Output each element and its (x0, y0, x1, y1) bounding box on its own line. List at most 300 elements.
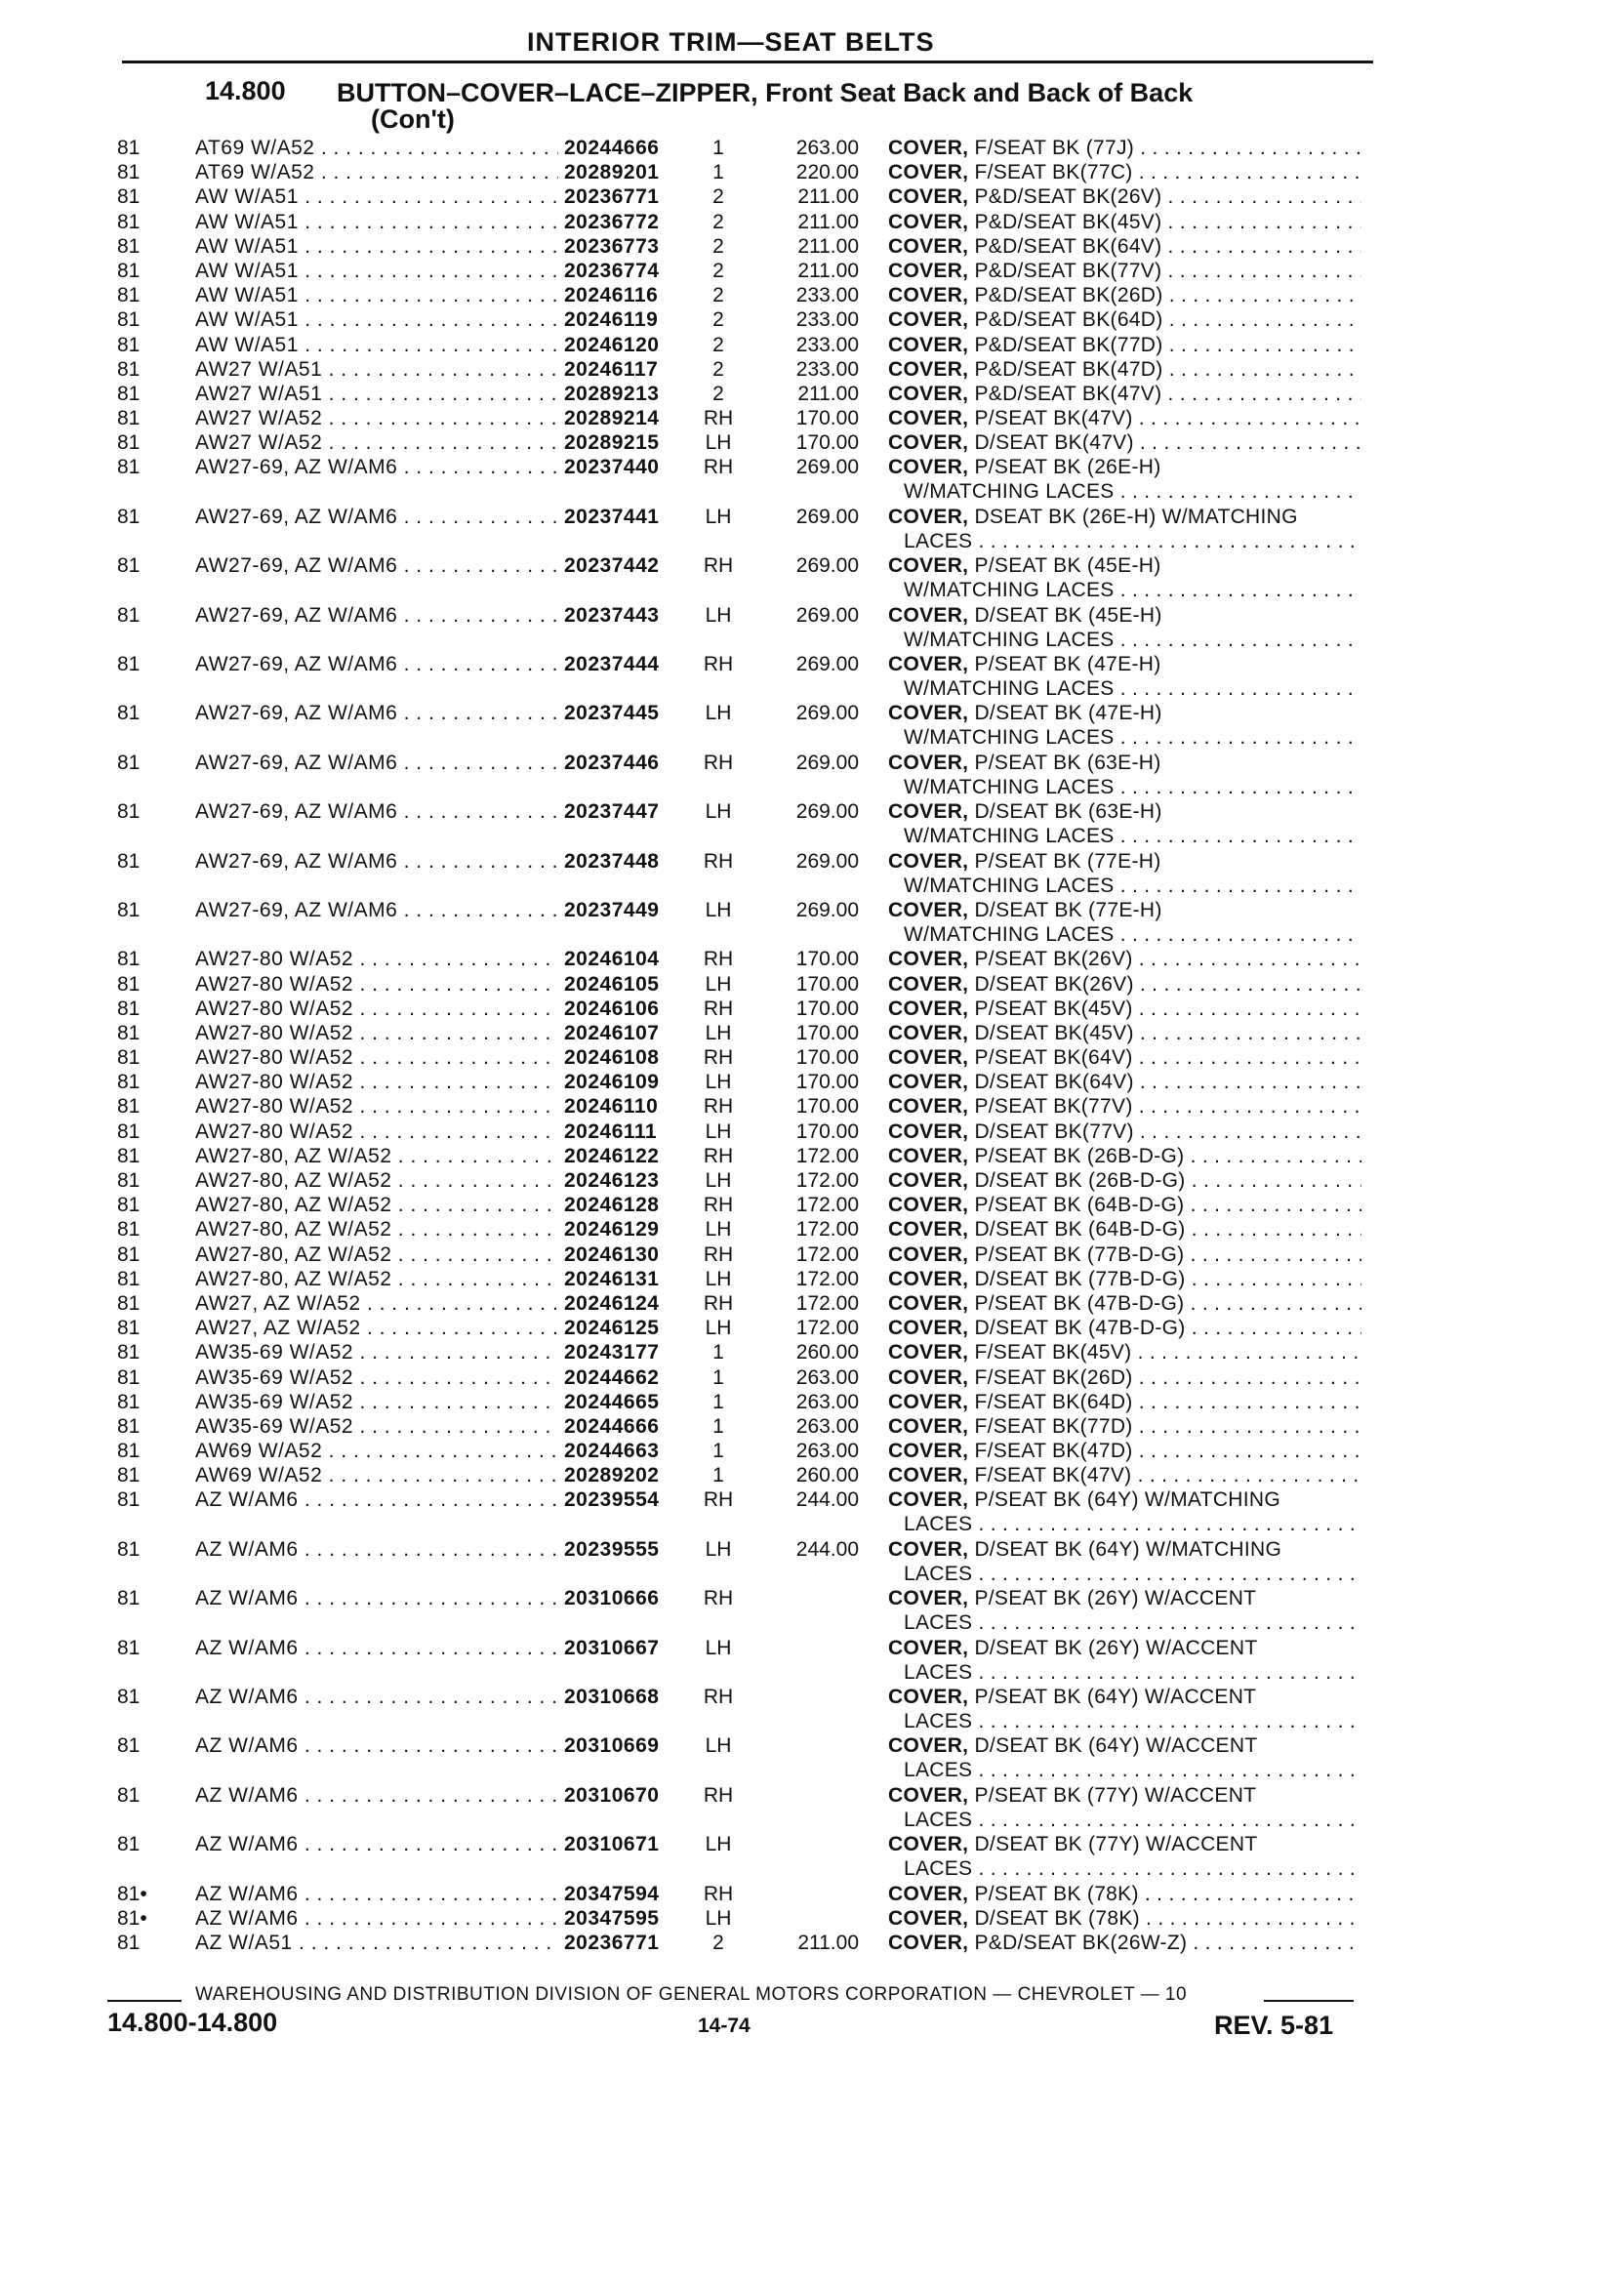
description-line1 (888, 430, 1361, 455)
header-title: INTERIOR TRIM—SEAT BELTS (527, 27, 935, 57)
description-line1 (888, 1316, 1361, 1340)
description-keyword: COVER, (888, 1882, 969, 1905)
model-code: AT69 W/A52 . . . (195, 136, 558, 160)
table-row (0, 184, 1624, 209)
description-line2: W/MATCHING LACES . . . (888, 479, 1361, 504)
table-row (0, 1094, 1624, 1119)
description-keyword: COVER, (888, 1390, 969, 1413)
description (888, 234, 1361, 259)
model-year: 81 (117, 1317, 141, 1340)
description (888, 1340, 1361, 1364)
quantity: 1 (712, 1464, 724, 1487)
description-line1 (888, 1832, 1361, 1856)
description-line1 (888, 1168, 1361, 1193)
table-row (0, 603, 1624, 652)
description-text: P/SEAT BK (47E-H) (974, 653, 1161, 675)
table-row (0, 1832, 1624, 1881)
description-text: P/SEAT BK (45E-H) (974, 554, 1161, 578)
description-keyword: COVER, (888, 1464, 969, 1487)
table-row (0, 997, 1624, 1021)
model-year: 81 (117, 653, 141, 675)
description (888, 553, 1361, 602)
quantity: RH (703, 407, 734, 430)
model-code: AW27-80 W/A52 . . . (195, 947, 558, 971)
model-year: 81 (117, 997, 141, 1020)
description (888, 1094, 1361, 1119)
description-text: P/SEAT BK(77V) (974, 1095, 1133, 1119)
model-code: AW27-80 W/A52 . . . (195, 1094, 558, 1119)
part-number: 20246122 (558, 1144, 659, 1168)
description-keyword: COVER, (888, 1906, 969, 1930)
description (888, 406, 1361, 430)
model-code: AW W/A51 . . . (195, 333, 558, 357)
description-keyword: COVER, (888, 357, 969, 381)
quantity: LH (705, 1169, 732, 1193)
table-row (0, 259, 1624, 283)
model-year: 81 (117, 603, 141, 627)
description-keyword: COVER, (888, 308, 969, 332)
model-year: 81 (117, 1169, 141, 1193)
model-year: 81 (117, 1365, 141, 1389)
footer-rule-left (107, 2000, 182, 2002)
description (888, 1193, 1361, 1217)
model-year: 81 (117, 308, 141, 332)
quantity: LH (705, 1734, 732, 1758)
description-line2: W/MATCHING LACES . . . (888, 628, 1361, 652)
part-number: 20246119 (558, 307, 658, 332)
description-text: D/SEAT BK(64V) (974, 1071, 1134, 1094)
quantity: RH (703, 1194, 734, 1217)
quantity: RH (703, 1095, 734, 1119)
description (888, 1045, 1361, 1070)
table-row (0, 505, 1624, 553)
model-code: AW27-80 W/A52 . . . (195, 1021, 558, 1045)
description-text: D/SEAT BK (47B-D-G) (974, 1317, 1186, 1340)
quantity: 2 (712, 210, 724, 233)
description-text: P/SEAT BK (77Y) W/ACCENT (974, 1783, 1257, 1807)
header-rule (122, 61, 1373, 63)
quantity: LH (705, 1071, 732, 1094)
description-line1 (888, 259, 1361, 283)
description-text: D/SEAT BK (47E-H) (974, 702, 1162, 725)
part-number: 20246120 (558, 333, 659, 357)
table-row (0, 1733, 1624, 1782)
price: 170.00 (795, 948, 859, 971)
description-keyword: COVER, (888, 997, 969, 1020)
model-code: AW W/A51 . . . (195, 210, 558, 234)
quantity: 1 (712, 1341, 724, 1364)
quantity: RH (703, 849, 734, 873)
quantity: RH (703, 456, 734, 479)
description-line1 (888, 333, 1361, 357)
model-year: 81 (117, 456, 141, 479)
footer-page-number: 14-74 (698, 2015, 751, 2037)
description-keyword: COVER, (888, 1144, 969, 1167)
model-code: AW27 W/A52 . . . (195, 430, 558, 455)
part-number: 20244666 (558, 1414, 659, 1439)
part-number: 20289202 (558, 1463, 659, 1487)
description-line1 (888, 751, 1361, 775)
description (888, 160, 1361, 184)
description-text: P&D/SEAT BK(26W-Z) (974, 1931, 1188, 1954)
description-keyword: COVER, (888, 259, 969, 282)
part-number: 20237448 (558, 849, 659, 874)
model-year: 81 (117, 972, 141, 996)
model-code: AW27-80, AZ W/A52 . . . (195, 1144, 558, 1168)
quantity: RH (703, 1291, 734, 1315)
model-year: 81 (117, 505, 141, 528)
description-text: P&D/SEAT BK(64D) (974, 308, 1163, 332)
description-text: D/SEAT BK (64Y) W/ACCENT (974, 1734, 1258, 1758)
description-keyword: COVER, (888, 603, 969, 627)
quantity: 2 (712, 259, 724, 282)
model-code: AW35-69 W/A52 . . . (195, 1414, 558, 1439)
description-line1 (888, 701, 1361, 725)
part-number: 20289215 (558, 430, 659, 455)
description-line1 (888, 1487, 1361, 1512)
description (888, 357, 1361, 382)
model-code: AW27-69, AZ W/AM6 . . . (195, 898, 558, 922)
table-row (0, 1267, 1624, 1291)
quantity: RH (703, 1144, 734, 1167)
description-line1 (888, 947, 1361, 971)
description-keyword: COVER, (888, 1636, 969, 1659)
price: 172.00 (795, 1291, 859, 1315)
quantity: 1 (712, 161, 724, 184)
table-row (0, 430, 1624, 455)
description-text: D/SEAT BK(26V) (974, 972, 1134, 996)
description-keyword: COVER, (888, 431, 969, 455)
price: 170.00 (795, 997, 859, 1020)
description-line1 (888, 1193, 1361, 1217)
description-line1 (888, 406, 1361, 430)
quantity: RH (703, 997, 734, 1020)
table-row (0, 234, 1624, 259)
quantity: 1 (712, 1440, 724, 1463)
description-text: P/SEAT BK(64V) (974, 1046, 1133, 1070)
description (888, 1365, 1361, 1390)
table-row (0, 333, 1624, 357)
model-year: 81 (117, 702, 141, 725)
description-keyword: COVER, (888, 1194, 969, 1217)
model-year: 81 (117, 357, 141, 381)
description-keyword: COVER, (888, 284, 969, 307)
section-title-continued: (Con't) (371, 104, 455, 134)
description-keyword: COVER, (888, 1931, 969, 1954)
description (888, 997, 1361, 1021)
description (888, 307, 1361, 332)
description-keyword: COVER, (888, 554, 969, 578)
section-title: BUTTON–COVER–LACE–ZIPPER, Front Seat Back and Back of Back (337, 78, 1194, 107)
description-line1 (888, 652, 1361, 676)
quantity: 2 (712, 382, 724, 405)
description-line1 (888, 234, 1361, 259)
description (888, 259, 1361, 283)
model-year: 81 (117, 431, 141, 455)
quantity: RH (703, 1587, 734, 1610)
description-keyword: COVER, (888, 1218, 969, 1242)
table-row (0, 1487, 1624, 1536)
part-number: 20246129 (558, 1217, 659, 1242)
description (888, 898, 1361, 947)
price: 269.00 (795, 456, 859, 479)
parts-list (0, 136, 1624, 1955)
price: 263.00 (795, 137, 859, 159)
price: 170.00 (795, 1021, 859, 1044)
description-keyword: COVER, (888, 972, 969, 996)
quantity: RH (703, 1783, 734, 1807)
description-text: F/SEAT BK(47V) (974, 1464, 1132, 1487)
model-code: AW35-69 W/A52 . . . (195, 1390, 558, 1414)
description-keyword: COVER, (888, 1365, 969, 1389)
description-keyword: COVER, (888, 1414, 969, 1438)
description-text: D/SEAT BK(77V) (974, 1120, 1134, 1143)
description-line1 (888, 603, 1361, 628)
description (888, 1120, 1361, 1144)
model-year: 81 (117, 554, 141, 578)
description-line1 (888, 1906, 1361, 1931)
description (888, 1439, 1361, 1463)
table-row (0, 1120, 1624, 1144)
description-line1 (888, 1267, 1361, 1291)
description-keyword: COVER, (888, 1046, 969, 1070)
price: 170.00 (795, 1071, 859, 1094)
description-line2: LACES . . . (888, 1512, 1361, 1536)
description (888, 430, 1361, 455)
description-line1 (888, 799, 1361, 824)
description-text: P/SEAT BK(47V) (974, 407, 1133, 430)
description (888, 382, 1361, 406)
description-keyword: COVER, (888, 505, 969, 528)
quantity: LH (705, 800, 732, 824)
description-text: P&D/SEAT BK(47D) (974, 357, 1163, 381)
model-year: 81 (117, 1931, 141, 1954)
description-line1 (888, 1070, 1361, 1094)
model-year: 81 (117, 849, 141, 873)
description (888, 947, 1361, 971)
price: 211.00 (797, 210, 859, 233)
model-year: 81 (117, 1464, 141, 1487)
table-row (0, 849, 1624, 898)
part-number: 20246110 (558, 1094, 658, 1119)
description-text: D/SEAT BK (26Y) W/ACCENT (974, 1636, 1258, 1659)
description-line1 (888, 382, 1361, 406)
model-code: AT69 W/A52 . . . (195, 160, 558, 184)
description-text: P/SEAT BK (77E-H) (974, 849, 1161, 873)
price: 211.00 (797, 185, 859, 209)
model-year: 81 (117, 1267, 141, 1290)
table-row (0, 1439, 1624, 1463)
description (888, 972, 1361, 997)
description (888, 701, 1361, 750)
part-number: 20246123 (558, 1168, 659, 1193)
model-year: 81 (117, 1537, 141, 1561)
description-line2: LACES . . . (888, 1709, 1361, 1733)
description-line1 (888, 1414, 1361, 1439)
description-text: D/SEAT BK (63E-H) (974, 800, 1162, 824)
description-keyword: COVER, (888, 948, 969, 971)
description-text: P/SEAT BK (26B-D-G) (974, 1144, 1185, 1167)
description (888, 1021, 1361, 1045)
model-year: 81 (117, 1587, 141, 1610)
quantity: LH (705, 431, 732, 455)
description-text: P&D/SEAT BK(77V) (974, 259, 1162, 282)
description-line1 (888, 210, 1361, 234)
description-keyword: COVER, (888, 1071, 969, 1094)
description (888, 1832, 1361, 1881)
part-number: 20236773 (558, 234, 659, 259)
model-code: AW27-80, AZ W/A52 . . . (195, 1193, 558, 1217)
model-code: AW35-69 W/A52 . . . (195, 1340, 558, 1364)
price: 233.00 (795, 308, 859, 332)
price: 233.00 (795, 333, 859, 356)
description (888, 1906, 1361, 1931)
table-row (0, 283, 1624, 307)
price: 263.00 (795, 1365, 859, 1389)
model-code: AZ W/A51 . . . (195, 1931, 558, 1955)
part-number: 20310668 (558, 1685, 659, 1709)
description-line1 (888, 1045, 1361, 1070)
price: 233.00 (795, 284, 859, 307)
price: 269.00 (795, 898, 859, 921)
quantity: LH (705, 1120, 732, 1143)
part-number: 20246117 (558, 357, 658, 382)
description (888, 1487, 1361, 1536)
price: 263.00 (795, 1440, 859, 1463)
footer-division: WAREHOUSING AND DISTRIBUTION DIVISION OF GENERAL MOTORS CORPORATION — CHEVROLET — 10 (195, 1984, 1188, 2005)
model-year: 81 (117, 1291, 141, 1315)
table-row (0, 406, 1624, 430)
description-text: P/SEAT BK (77B-D-G) (974, 1242, 1185, 1266)
description (888, 652, 1361, 701)
price: 244.00 (795, 1537, 859, 1561)
description-keyword: COVER, (888, 1120, 969, 1143)
model-code: AW27-80 W/A52 . . . (195, 997, 558, 1021)
quantity: RH (703, 751, 734, 774)
description-keyword: COVER, (888, 1341, 969, 1364)
table-row (0, 1021, 1624, 1045)
description-line2: LACES . . . (888, 529, 1361, 553)
quantity: 1 (712, 137, 724, 159)
part-number: 20310667 (558, 1636, 659, 1660)
description-line2: W/MATCHING LACES . . . (888, 578, 1361, 602)
description (888, 1733, 1361, 1782)
description-text: P&D/SEAT BK(26V) (974, 185, 1162, 209)
description (888, 1242, 1361, 1267)
description-keyword: COVER, (888, 800, 969, 824)
description (888, 1463, 1361, 1487)
price: 172.00 (795, 1242, 859, 1266)
part-number: 20246128 (558, 1193, 659, 1217)
model-code: AZ W/AM6 . . . (195, 1832, 558, 1856)
description (888, 1070, 1361, 1094)
model-year: 81 (117, 1440, 141, 1463)
description (888, 333, 1361, 357)
model-year: 81 (117, 751, 141, 774)
description-text: P&D/SEAT BK(47V) (974, 382, 1162, 405)
model-code: AZ W/AM6 . . . (195, 1685, 558, 1709)
description-text: P&D/SEAT BK(45V) (974, 210, 1162, 233)
description-line1 (888, 898, 1361, 922)
model-year: 81 (117, 1833, 141, 1856)
part-number: 20246125 (558, 1316, 659, 1340)
quantity: LH (705, 702, 732, 725)
model-code: AW W/A51 . . . (195, 184, 558, 209)
model-code: AZ W/AM6 . . . (195, 1487, 558, 1512)
description-text: D/SEAT BK (77E-H) (974, 898, 1162, 921)
description-keyword: COVER, (888, 1686, 969, 1709)
model-year: 81 (117, 1783, 141, 1807)
part-number: 20237446 (558, 751, 659, 775)
table-row (0, 751, 1624, 799)
description-text: P/SEAT BK (26E-H) (974, 456, 1161, 479)
model-year: 81 (117, 382, 141, 405)
quantity: LH (705, 1218, 732, 1242)
description (888, 1636, 1361, 1685)
description-text: D/SEAT BK (78K) (974, 1906, 1140, 1930)
description-keyword: COVER, (888, 210, 969, 233)
model-code: AW27-80 W/A52 . . . (195, 1045, 558, 1070)
quantity: RH (703, 1242, 734, 1266)
table-row (0, 947, 1624, 971)
description-text: P/SEAT BK (47B-D-G) (974, 1291, 1185, 1315)
quantity: 1 (712, 1414, 724, 1438)
description-line1 (888, 1685, 1361, 1709)
model-year: 81 (117, 1341, 141, 1364)
part-number: 20310671 (558, 1832, 659, 1856)
description-keyword: COVER, (888, 407, 969, 430)
part-number: 20289214 (558, 406, 659, 430)
description-keyword: COVER, (888, 161, 969, 184)
quantity: RH (703, 1488, 734, 1512)
table-row (0, 1685, 1624, 1733)
description-line1 (888, 1021, 1361, 1045)
table-row (0, 1390, 1624, 1414)
description-text: D/SEAT BK(45V) (974, 1021, 1134, 1044)
description-line2: W/MATCHING LACES . . . (888, 775, 1361, 799)
part-number: 20236771 (558, 1931, 659, 1955)
description-line1 (888, 184, 1361, 209)
quantity: 2 (712, 308, 724, 332)
part-number: 20246107 (558, 1021, 659, 1045)
description-text: F/SEAT BK(77D) (974, 1414, 1133, 1438)
table-row (0, 160, 1624, 184)
description-text: F/SEAT BK(26D) (974, 1365, 1133, 1389)
part-number: 20236774 (558, 259, 659, 283)
description-line1 (888, 972, 1361, 997)
description-text: P/SEAT BK (63E-H) (974, 751, 1161, 774)
price: 172.00 (795, 1267, 859, 1290)
quantity: RH (703, 653, 734, 675)
description-keyword: COVER, (888, 333, 969, 356)
model-code: AW W/A51 . . . (195, 283, 558, 307)
model-code: AW27-69, AZ W/AM6 . . . (195, 553, 558, 578)
part-number: 20236771 (558, 184, 659, 209)
model-code: AW27-69, AZ W/AM6 . . . (195, 751, 558, 775)
description-line1 (888, 1242, 1361, 1267)
table-row (0, 1586, 1624, 1635)
model-year: 81 (117, 137, 141, 159)
description (888, 1168, 1361, 1193)
model-year: 81 (117, 185, 141, 209)
model-code: AW27-69, AZ W/AM6 . . . (195, 799, 558, 824)
price: 263.00 (795, 1390, 859, 1413)
part-number: 20237442 (558, 553, 659, 578)
description-text: F/SEAT BK (77J) (974, 137, 1135, 159)
model-year: 81 (117, 1218, 141, 1242)
model-year: 81 (117, 1071, 141, 1094)
part-number: 20239554 (558, 1487, 659, 1512)
